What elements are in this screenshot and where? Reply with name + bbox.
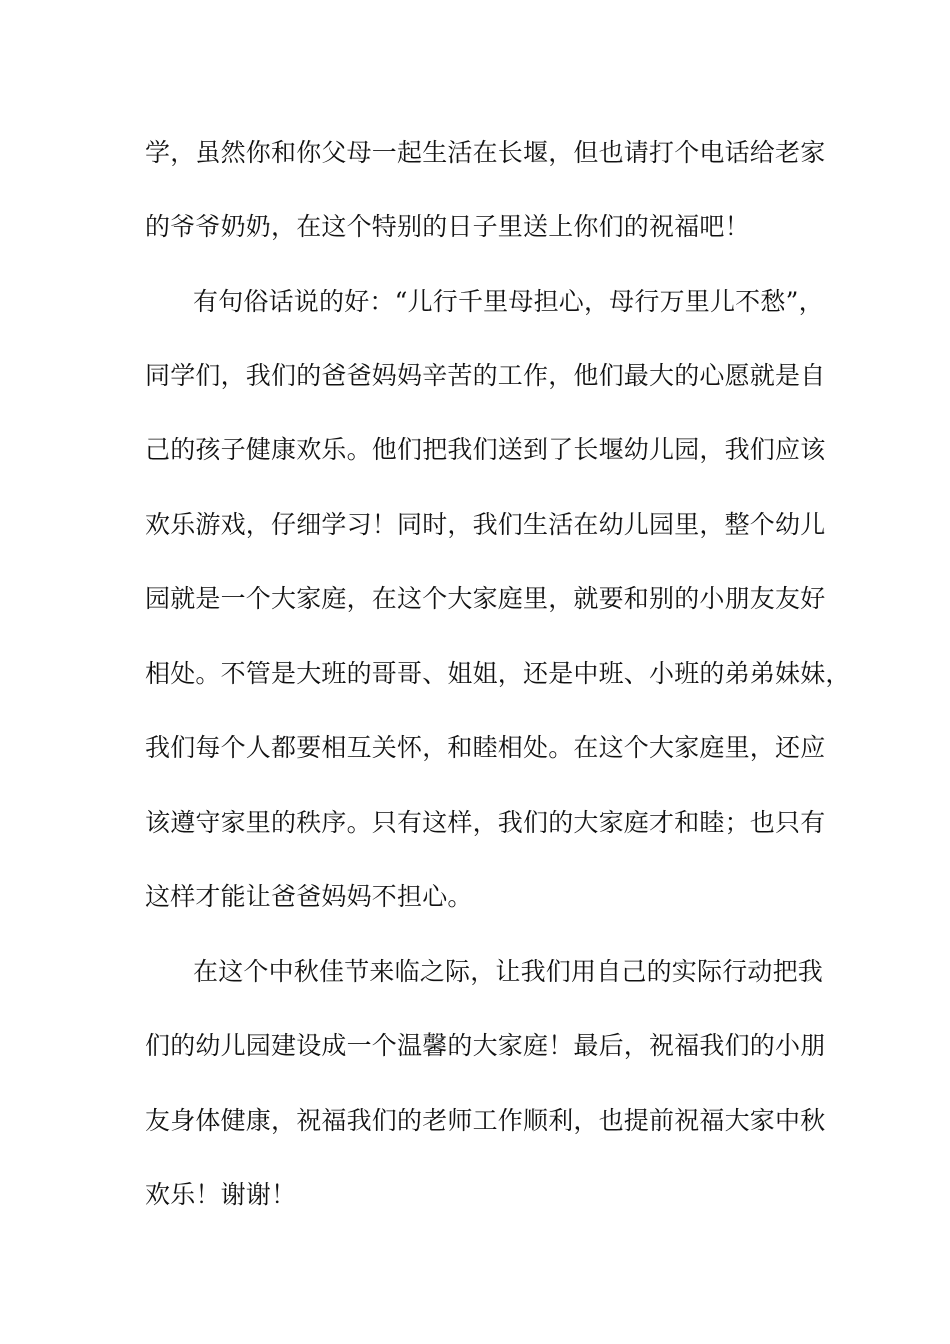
text-line-7: 园就是一个大家庭，在这个大家庭里，就要和别的小朋友友好 (145, 584, 826, 613)
text-line-10: 该遵守家里的秩序。只有这样，我们的大家庭才和睦；也只有 (145, 808, 826, 837)
text-line-14: 友身体健康，祝福我们的老师工作顺利，也提前祝福大家中秋 (145, 1106, 826, 1135)
paragraph-start-line-3: 有句俗话说的好：“儿行千里母担心，母行万里儿不愁”， (193, 287, 824, 316)
text-line-13: 们的幼儿园建设成一个温馨的大家庭！最后，祝福我们的小朋 (145, 1031, 826, 1060)
text-line-2: 的爷爷奶奶，在这个特别的日子里送上你们的祝福吧！ (145, 212, 750, 241)
text-line-15: 欢乐！谢谢！ (145, 1180, 297, 1209)
text-line-4: 同学们，我们的爸爸妈妈辛苦的工作，他们最大的心愿就是自 (145, 361, 826, 390)
text-line-11: 这样才能让爸爸妈妈不担心。 (145, 882, 473, 911)
text-line-6: 欢乐游戏，仔细学习！同时，我们生活在幼儿园里，整个幼儿 (145, 510, 826, 539)
text-line-9: 我们每个人都要相互关怀，和睦相处。在这个大家庭里，还应 (145, 733, 826, 762)
text-line-5: 己的孩子健康欢乐。他们把我们送到了长堰幼儿园，我们应该 (145, 435, 826, 464)
text-line-1: 学，虽然你和你父母一起生活在长堰，但也请打个电话给老家 (145, 138, 826, 167)
paragraph-start-line-12: 在这个中秋佳节来临之际，让我们用自己的实际行动把我 (193, 957, 824, 986)
text-line-8: 相处。不管是大班的哥哥、姐姐，还是中班、小班的弟弟妹妹， (145, 659, 851, 688)
